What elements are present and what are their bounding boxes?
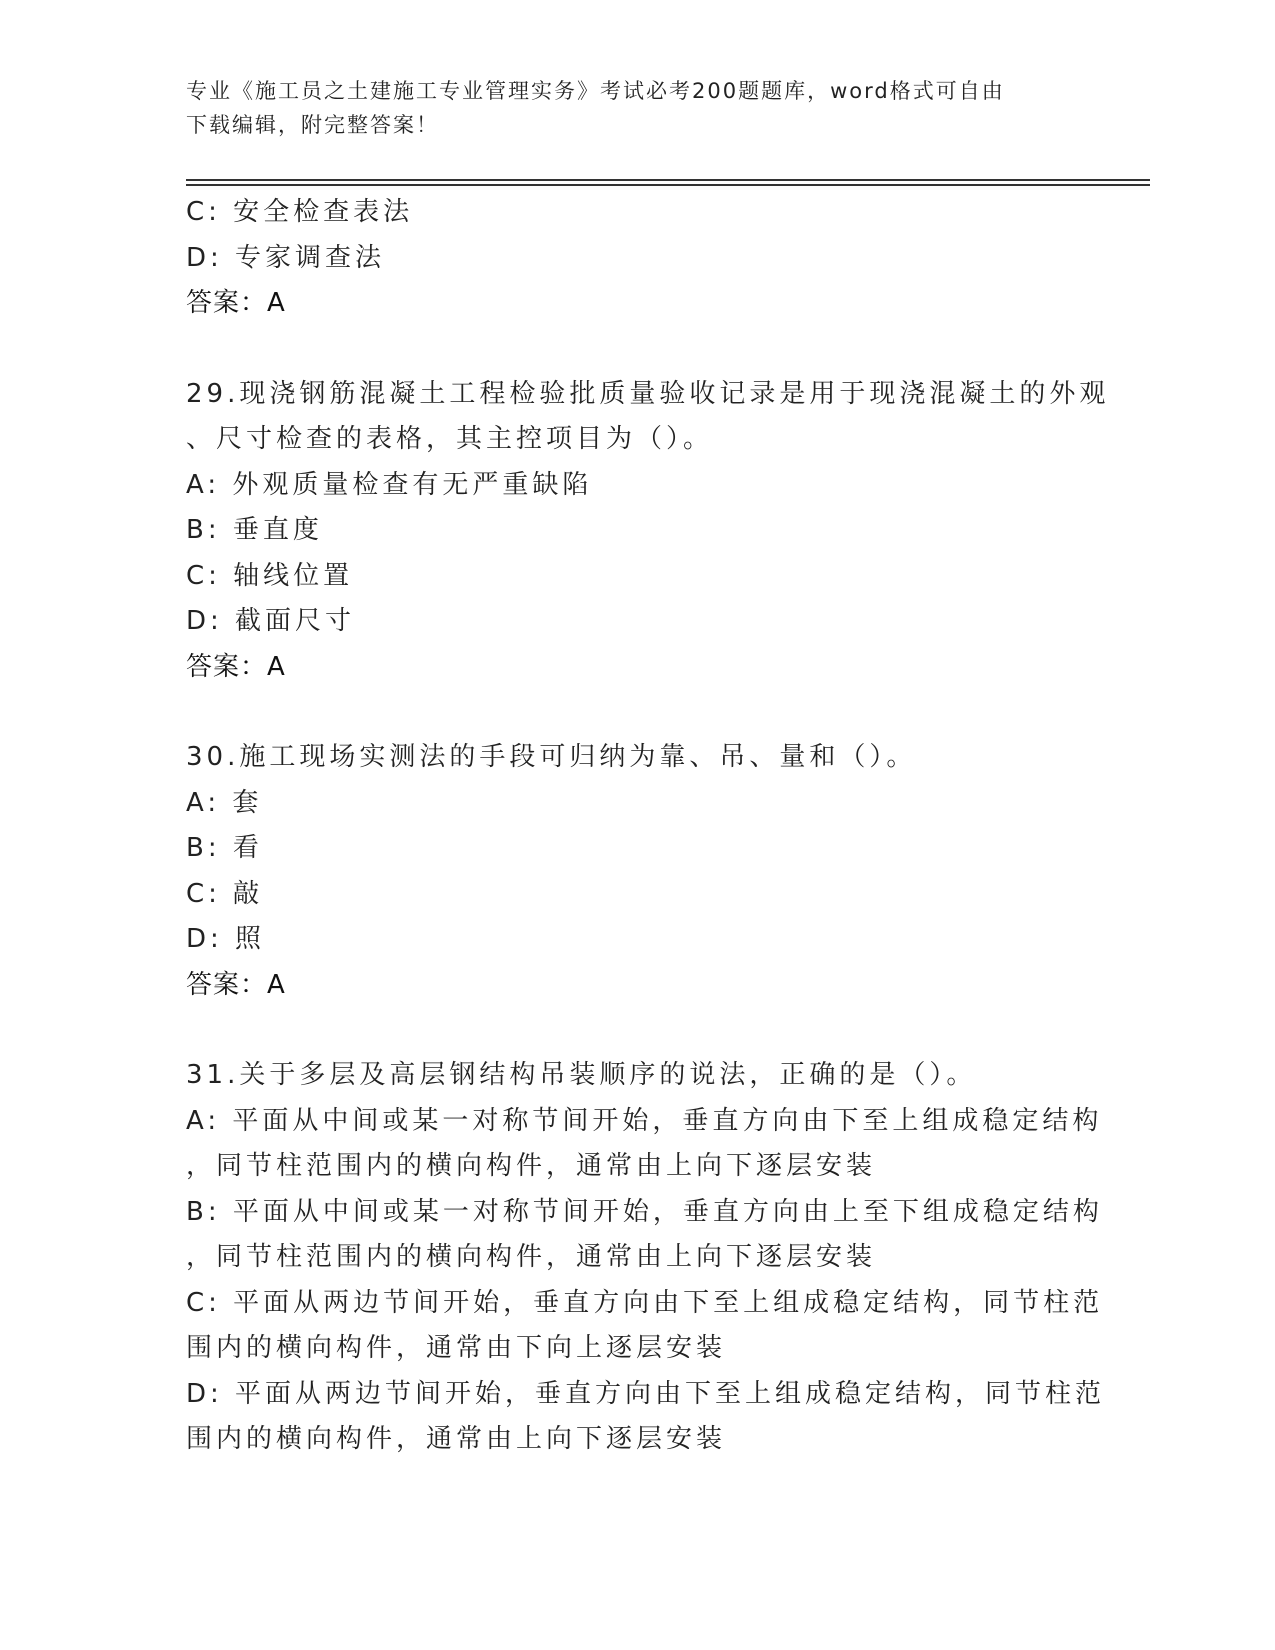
spacer: [186, 327, 1066, 372]
option-d-continued: 围内的横向构件，通常由上向下逐层安装: [186, 1424, 727, 1454]
answer-label: 答案：A: [186, 651, 286, 682]
option-d: D: 照: [186, 924, 266, 954]
header-line-1: 专业《施工员之土建施工专业管理实务》考试必考200题题库，word格式可自由: [186, 79, 1005, 103]
option-b: B: 垂直度: [186, 515, 323, 545]
header-divider-top: [186, 179, 1150, 181]
question-content: [186, 190, 1110, 1463]
option-d: D: 截面尺寸: [186, 606, 356, 636]
option-b-continued: ，同节柱范围内的横向构件，通常由上向下逐层安装: [186, 1242, 877, 1272]
answer-label: 答案：A: [186, 969, 286, 1000]
question-block-31: [186, 1053, 1106, 1463]
question-block-30: [186, 735, 1066, 1008]
option-a: A: 外观质量检查有无严重缺陷: [186, 469, 593, 500]
option-c-continued: 围内的横向构件，通常由下向上逐层安装: [186, 1333, 727, 1363]
header-line-2: 下载编辑，附完整答案！: [186, 113, 439, 137]
option-c: C: 敲: [186, 878, 264, 909]
option-c: C: 轴线位置: [186, 560, 354, 591]
answer-label: 答案：A: [186, 288, 286, 318]
question-stem-continued: 、尺寸检查的表格，其主控项目为（）。: [186, 424, 714, 454]
option-c: C: 安全检查表法: [186, 197, 414, 227]
option-a: A: 套: [186, 787, 263, 818]
question-stem: 30.施工现场实测法的手段可归纳为靠、吊、量和（）。: [186, 742, 917, 772]
question-block-28-tail: [186, 190, 1066, 327]
document-header: [186, 74, 1066, 142]
question-stem: 29.现浇钢筋混凝土工程检验批质量验收记录是用于现浇混凝土的外观: [186, 378, 1110, 409]
option-a: A: 平面从中间或某一对称节间开始，垂直方向由下至上组成稳定结构: [186, 1105, 1103, 1136]
spacer: [186, 690, 1066, 735]
question-block-29: [186, 372, 1110, 691]
header-divider-bottom: [186, 184, 1150, 186]
question-stem: 31.关于多层及高层钢结构吊装顺序的说法，正确的是（）。: [186, 1060, 977, 1090]
option-c: C: 平面从两边节间开始，垂直方向由下至上组成稳定结构，同节柱范: [186, 1287, 1104, 1318]
option-b: B: 看: [186, 833, 263, 863]
option-d: D: 平面从两边节间开始，垂直方向由下至上组成稳定结构，同节柱范: [186, 1378, 1106, 1409]
option-b: B: 平面从中间或某一对称节间开始，垂直方向由上至下组成稳定结构: [186, 1196, 1103, 1227]
option-d: D: 专家调查法: [186, 242, 386, 273]
spacer: [186, 1008, 1066, 1053]
option-a-continued: ，同节柱范围内的横向构件，通常由上向下逐层安装: [186, 1151, 877, 1181]
